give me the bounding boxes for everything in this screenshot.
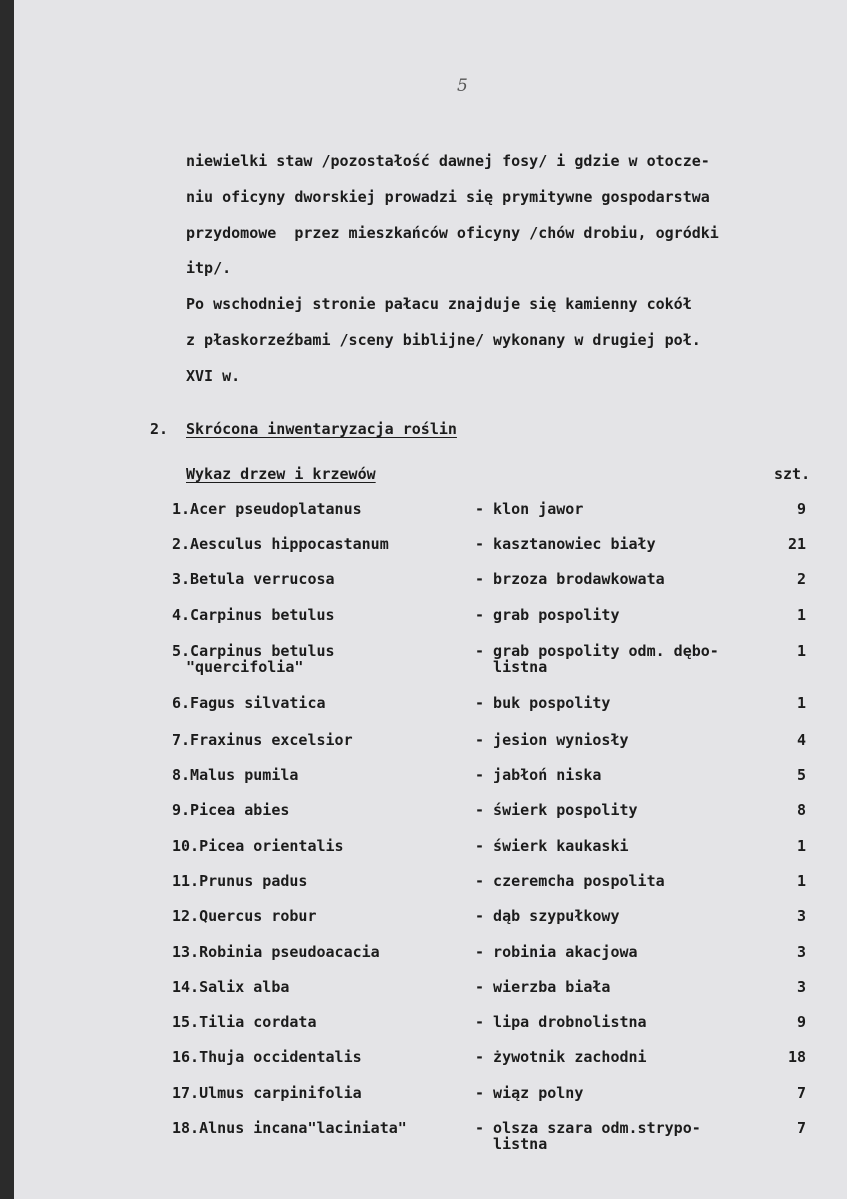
plant-latin-name: 15.Tilia cordata [172, 1013, 317, 1031]
plant-polish-name: - jesion wyniosły [475, 731, 629, 749]
plant-latin-name: 1.Acer pseudoplatanus [172, 500, 362, 518]
plant-latin-name: 6.Fagus silvatica [172, 694, 326, 712]
plant-count: 1 [796, 872, 806, 890]
section-number: 2. [150, 420, 169, 438]
plant-count: 7 [796, 1084, 806, 1102]
plant-polish-name: - wierzba biała [475, 978, 611, 996]
plant-count: 8 [796, 801, 806, 819]
plant-count: 3 [796, 943, 806, 961]
plant-count: 5 [796, 766, 806, 784]
plant-latin-name: 13.Robinia pseudoacacia [172, 943, 380, 961]
plant-count: 18 [787, 1048, 806, 1066]
plant-latin-name: 14.Salix alba [172, 978, 290, 996]
paragraph-line: Po wschodniej stronie pałacu znajduje się kamienny cokół [186, 295, 692, 313]
plant-count: 1 [796, 642, 806, 660]
plant-polish-name: - dąb szypułkowy [475, 907, 620, 925]
paragraph-line: z płaskorzeźbami /sceny biblijne/ wykonany w drugiej poł. [186, 331, 701, 349]
paragraph-line: niewielki staw /pozostałość dawnej fosy/ i gdzie w otocze- [186, 152, 710, 170]
plant-latin-name: 11.Prunus padus [172, 872, 308, 890]
plant-count: 1 [796, 694, 806, 712]
count-header: szt. [774, 465, 811, 483]
plant-polish-name: - lipa drobnolistna [475, 1013, 647, 1031]
plant-polish-name: - świerk pospolity [475, 801, 638, 819]
plant-count: 1 [796, 606, 806, 624]
plant-latin-name: 9.Picea abies [172, 801, 290, 819]
plant-latin-name: 2.Aesculus hippocastanum [172, 535, 389, 553]
plant-polish-name: - grab pospolity [475, 606, 620, 624]
plant-count: 9 [796, 1013, 806, 1031]
plant-count: 3 [796, 907, 806, 925]
plant-latin-name: 10.Picea orientalis [172, 837, 344, 855]
plant-polish-name: - olsza szara odm.strypo- [475, 1119, 701, 1137]
plant-polish-name: - kasztanowiec biały [475, 535, 656, 553]
plant-polish-name-cont: listna [475, 658, 548, 676]
plant-latin-name-cont: "quercifolia" [186, 658, 304, 676]
page-number: 5 [457, 76, 468, 96]
plant-polish-name: - brzoza brodawkowata [475, 570, 665, 588]
plant-latin-name: 5.Carpinus betulus [172, 642, 335, 660]
plant-polish-name: - jabłoń niska [475, 766, 602, 784]
document-page [14, 0, 847, 1199]
plant-count: 21 [787, 535, 806, 553]
plant-latin-name: 3.Betula verrucosa [172, 570, 335, 588]
plant-latin-name: 17.Ulmus carpinifolia [172, 1084, 362, 1102]
plant-polish-name: - buk pospolity [475, 694, 611, 712]
section-title: Skrócona inwentaryzacja roślin [186, 420, 457, 438]
plant-latin-name: 4.Carpinus betulus [172, 606, 335, 624]
plant-polish-name: - robinia akacjowa [475, 943, 638, 961]
plant-polish-name-cont: listna [475, 1135, 548, 1153]
plant-latin-name: 8.Malus pumila [172, 766, 299, 784]
plant-latin-name: 16.Thuja occidentalis [172, 1048, 362, 1066]
plant-count: 7 [796, 1119, 806, 1137]
plant-count: 3 [796, 978, 806, 996]
table-header: Wykaz drzew i krzewów [186, 465, 376, 483]
paragraph-line: itp/. [186, 259, 232, 277]
paragraph-line: XVI w. [186, 367, 241, 385]
plant-count: 9 [796, 500, 806, 518]
plant-latin-name: 7.Fraxinus excelsior [172, 731, 353, 749]
paragraph-line: przydomowe przez mieszkańców oficyny /chów drobiu, ogródki [186, 224, 719, 242]
plant-polish-name: - świerk kaukaski [475, 837, 629, 855]
plant-count: 2 [796, 570, 806, 588]
plant-polish-name: - czeremcha pospolita [475, 872, 665, 890]
paragraph-line: niu oficyny dworskiej prowadzi się prymitywne gospodarstwa [186, 188, 710, 206]
plant-count: 1 [796, 837, 806, 855]
plant-latin-name: 12.Quercus robur [172, 907, 317, 925]
plant-polish-name: - grab pospolity odm. dębo- [475, 642, 719, 660]
plant-polish-name: - wiąz polny [475, 1084, 584, 1102]
plant-polish-name: - klon jawor [475, 500, 584, 518]
plant-polish-name: - żywotnik zachodni [475, 1048, 647, 1066]
plant-latin-name: 18.Alnus incana"laciniata" [172, 1119, 407, 1137]
plant-count: 4 [796, 731, 806, 749]
